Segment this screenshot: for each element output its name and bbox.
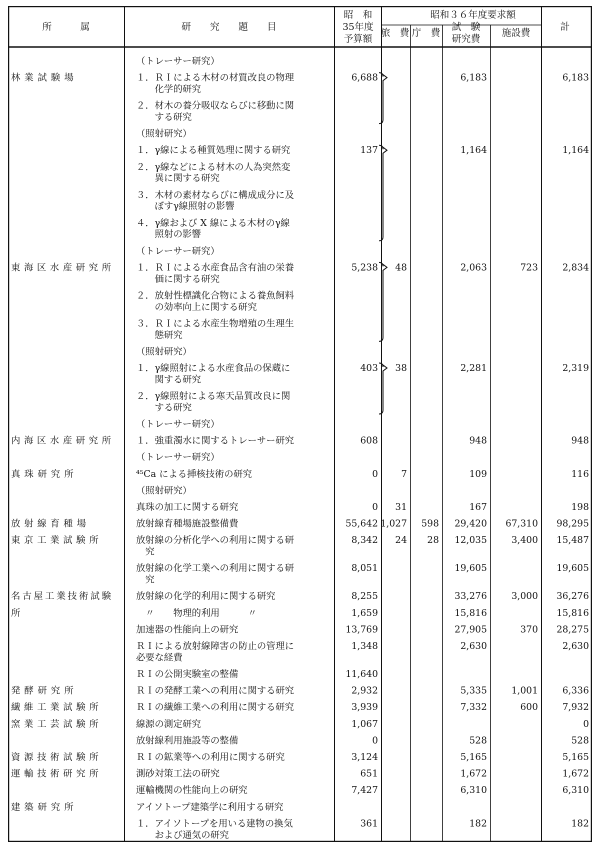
value-total: 0 (583, 718, 589, 730)
org-name: 内海区水産研究所 (11, 435, 111, 447)
table-row (136, 362, 589, 385)
value-research: 6,310 (460, 785, 487, 797)
value-facility: 67,310 (505, 518, 538, 530)
value-total: 6,310 (562, 785, 589, 797)
table-row (136, 55, 220, 67)
value-budget35: 0 (372, 735, 378, 747)
table-row (136, 317, 294, 340)
header-facility: 施設費 (501, 28, 531, 39)
subject-line: 照射の影響 (136, 229, 202, 241)
header-request-group: 昭和３６年度要求額 (430, 10, 516, 21)
table-row (136, 390, 290, 413)
header-total: 計 (560, 22, 570, 33)
value-research: 33,276 (454, 591, 487, 603)
value-facility: 3,000 (511, 591, 538, 603)
value-total: 528 (571, 735, 589, 747)
subject-line: 必要な経費 (136, 652, 183, 664)
subject-line: （トレーサー研究） (136, 56, 220, 67)
table-row (11, 534, 589, 557)
org-name: 真珠研究所 (11, 468, 74, 480)
value-facility: 370 (520, 624, 538, 636)
value-travel: 31 (395, 502, 407, 513)
org-name: 資源技術試験所 (11, 752, 99, 763)
header-subject: 研 究 題 目 (181, 22, 277, 33)
value-research: 182 (469, 818, 487, 830)
value-total: 2,630 (562, 641, 589, 652)
value-budget35: 608 (360, 435, 378, 447)
value-budget35: 55,642 (345, 518, 378, 530)
table-row (136, 245, 220, 257)
subject-line: ３．木材の素材ならびに構成成分に及 (136, 189, 295, 201)
value-total: 198 (571, 502, 589, 513)
subject-line: 〃 物理的利用 〃 (136, 607, 257, 619)
table-row (11, 435, 589, 447)
value-travel: 1,027 (380, 518, 407, 530)
table-row (11, 801, 283, 813)
subject-line: ３．ＲＩによる水産生物増殖の生理生 (136, 318, 295, 330)
subject-line: １．ＲＩによる木材の材質改良の物理 (136, 72, 295, 84)
subject-line: 究 (136, 574, 155, 586)
value-budget35: 1,348 (351, 641, 378, 652)
value-budget35: 5,238 (351, 262, 378, 274)
subject-line: アイソトープ建築学に利用する研究 (136, 801, 284, 813)
value-budget35: 403 (360, 363, 378, 374)
table-body (11, 55, 589, 841)
subject-line: 加速器の性能向上の研究 (136, 624, 239, 636)
group-braces (379, 73, 387, 414)
header-org: 所 属 (42, 22, 90, 33)
subject-line: ＲＩの公開実験室の整備 (136, 669, 239, 680)
subject-line: 価に関する研究 (136, 273, 220, 285)
value-total: 1,672 (562, 768, 589, 780)
table-row (11, 518, 589, 530)
subject-line: 化学的研究 (136, 84, 202, 95)
value-research: 948 (469, 435, 487, 447)
value-budget35: 3,939 (351, 702, 378, 714)
table-row (136, 668, 378, 680)
value-total: 2,319 (562, 363, 589, 374)
value-facility: 723 (520, 262, 538, 274)
value-budget35: 11,640 (345, 669, 378, 680)
table-row (11, 261, 589, 284)
table-row (136, 817, 589, 840)
org-name: 名古屋工業技術試験 (11, 591, 111, 603)
subject-line: する研究 (136, 112, 192, 123)
org-name: 所 (11, 607, 21, 619)
value-budget35: 2,932 (351, 685, 378, 697)
value-total: 182 (571, 818, 589, 830)
subject-line: ２．γ線などによる材木の人為突然変 (136, 161, 291, 173)
value-total: 7,932 (562, 702, 589, 714)
value-research: 19,605 (454, 563, 487, 575)
table-row (11, 751, 589, 763)
org-name: 運輸技術研究所 (11, 768, 99, 780)
subject-line: ＲＩによる放射線障害の防止の管理に (136, 641, 295, 652)
subject-line: 真珠の加工に関する研究 (136, 502, 239, 513)
value-total: 2,834 (562, 262, 589, 274)
table-row (11, 701, 589, 713)
value-total: 948 (571, 435, 589, 447)
value-total: 5,165 (562, 752, 589, 763)
subject-line: １．γ線照射による水産食品の保蔵に (136, 363, 291, 374)
subject-line: ＲＩの繊維工業への利用に関する研究 (136, 702, 295, 714)
value-research: 15,816 (454, 607, 487, 619)
value-research: 29,420 (454, 518, 487, 530)
budget-table-page (8, 6, 592, 842)
subject-line: 究 (136, 546, 155, 558)
value-budget35: 8,255 (351, 591, 378, 603)
table-row (136, 289, 295, 312)
value-travel: 48 (395, 262, 407, 274)
table-row (11, 468, 589, 480)
subject-line: 放射線利用施設等の整備 (136, 735, 239, 747)
value-total: 28,275 (556, 624, 589, 636)
table-row (136, 189, 295, 212)
table-row (11, 718, 589, 730)
value-office: 598 (421, 518, 439, 530)
subject-line: １．ＲＩによる水産食品含有油の栄養 (136, 262, 295, 274)
value-research: 2,630 (460, 641, 487, 652)
value-budget35: 8,051 (351, 563, 378, 575)
subject-line: ＲＩの発酵工業への利用に関する研究 (136, 685, 295, 697)
value-research: 7,332 (460, 702, 487, 714)
subject-line: １．強重濁水に関するトレーサー研究 (136, 435, 295, 447)
org-name: 東海区水産研究所 (11, 262, 111, 274)
table-row (136, 784, 589, 796)
org-name: 東京工業試験所 (11, 535, 99, 547)
value-research: 1,164 (460, 145, 487, 157)
value-travel: 24 (395, 535, 407, 547)
subject-line: ぼすγ線照射の影響 (136, 201, 235, 213)
table-border (9, 7, 592, 842)
subject-line: ２．材木の養分吸収ならびに移動に関 (136, 100, 295, 112)
table-row (136, 217, 291, 240)
subject-line: 線源の測定研究 (136, 718, 202, 730)
value-research: 12,035 (454, 535, 487, 547)
subject-line: 関する研究 (136, 374, 202, 386)
value-travel: 38 (395, 363, 407, 374)
table-row (136, 562, 589, 585)
subject-line: ⁴⁵Ca による挿核技術の研究 (136, 468, 253, 480)
value-budget35: 0 (372, 468, 378, 480)
table-header (42, 9, 570, 45)
subject-line: （照射研究） (136, 485, 192, 497)
value-office: 28 (427, 535, 439, 547)
value-total: 15,487 (556, 535, 589, 547)
header-research-line2: 研究費 (451, 34, 481, 45)
value-facility: 1,001 (511, 685, 538, 697)
table-row (11, 768, 589, 780)
subject-line: ２．γ線照射による寒天品質改良に関 (136, 391, 291, 402)
table-row (136, 451, 220, 463)
org-name: 繊維工業試験所 (11, 702, 99, 714)
org-name: 放射線育種場 (11, 518, 86, 530)
org-name: 窯業工芸試験所 (11, 718, 99, 730)
value-travel: 7 (401, 468, 407, 480)
table-row (136, 144, 589, 156)
value-budget35: 1,659 (351, 607, 378, 619)
subject-line: 態研究 (136, 329, 183, 341)
subject-line: １．γ線による種質処理に関する研究 (136, 145, 291, 157)
table-row (136, 484, 192, 496)
subject-line: （トレーサー研究） (136, 245, 220, 257)
value-budget35: 13,769 (345, 624, 378, 636)
value-budget35: 0 (372, 502, 378, 513)
value-budget35: 651 (360, 768, 378, 780)
header-research-line1: 試 験 (451, 22, 481, 33)
value-research: 1,672 (460, 768, 487, 780)
value-research: 6,183 (460, 72, 487, 84)
value-budget35: 361 (360, 818, 378, 830)
subject-line: （照射研究） (136, 128, 192, 140)
table-row (136, 161, 291, 184)
header-budget35-line2: 35年度 (342, 22, 374, 33)
value-total: 98,295 (556, 518, 589, 530)
value-total: 15,816 (556, 607, 589, 619)
subject-line: する研究 (136, 402, 192, 414)
value-research: 2,063 (460, 262, 487, 274)
subject-line: （トレーサー研究） (136, 419, 220, 430)
value-total: 116 (571, 468, 589, 480)
table-row (11, 685, 589, 697)
table-row (136, 418, 220, 430)
subject-line: （照射研究） (136, 346, 192, 358)
value-budget35: 8,342 (351, 535, 378, 547)
header-office: 庁 費 (411, 28, 441, 39)
header-travel: 旅 費 (380, 28, 410, 39)
table-row (136, 640, 589, 663)
value-research: 5,335 (460, 685, 487, 697)
table-row (136, 100, 294, 123)
value-total: 1,164 (562, 145, 589, 157)
value-budget35: 3,124 (351, 752, 378, 763)
value-total: 19,605 (556, 563, 589, 575)
table-rules (8, 6, 592, 842)
subject-line: 放射線の化学的利用に関する研究 (136, 591, 276, 603)
table-row (136, 345, 192, 357)
value-total: 6,183 (562, 72, 589, 84)
subject-line: 放射線の分析化学への利用に関する研 (136, 535, 295, 547)
org-name: 発酵研究所 (11, 685, 74, 697)
value-total: 6,336 (562, 685, 589, 697)
table-row (11, 590, 589, 602)
subject-line: の効率向上に関する研究 (136, 301, 257, 313)
value-budget35: 6,688 (351, 72, 378, 84)
value-budget35: 1,067 (351, 718, 378, 730)
org-name: 林業試験場 (11, 72, 74, 84)
group-brace (379, 262, 387, 341)
value-facility: 600 (520, 702, 538, 714)
subject-line: １．アイソトープを用いる建物の換気 (136, 818, 293, 830)
table-row (11, 607, 589, 619)
value-budget35: 137 (360, 145, 378, 157)
value-facility: 3,400 (511, 535, 538, 547)
table-row (136, 501, 589, 513)
subject-line: ２．放射性標識化合物による養魚飼料 (136, 290, 295, 302)
value-research: 5,165 (460, 752, 487, 763)
value-research: 167 (469, 502, 487, 513)
value-budget35: 7,427 (351, 785, 378, 797)
subject-line: および通気の研究 (136, 829, 229, 841)
group-brace (379, 73, 387, 124)
table-row (136, 734, 589, 746)
value-research: 2,281 (460, 363, 487, 374)
subject-line: ＲＩの鉱業等への利用に関する研究 (136, 752, 285, 763)
group-brace (379, 363, 387, 414)
table-row (136, 623, 589, 635)
subject-line: 異に関する研究 (136, 173, 220, 185)
value-research: 27,905 (454, 624, 487, 636)
org-name: 建築研究所 (11, 801, 74, 813)
value-research: 109 (469, 468, 487, 480)
group-brace (379, 145, 387, 241)
subject-line: ４．γ線および X 線による木材のγ線 (136, 217, 290, 229)
subject-line: 運輸機関の性能向上の研究 (136, 785, 248, 797)
subject-line: 放射線の化学工業への利用に関する研 (136, 563, 295, 575)
subject-line: 測砂対策工法の研究 (136, 768, 220, 780)
table-row (11, 72, 589, 95)
table-row (136, 128, 192, 140)
value-research: 528 (469, 735, 487, 747)
header-budget35-line1: 昭 和 (343, 10, 373, 21)
subject-line: （トレーサー研究） (136, 452, 220, 464)
value-total: 36,276 (556, 591, 589, 603)
budget-table (8, 6, 592, 842)
subject-line: 放射線育種場施設整備費 (136, 518, 239, 530)
header-budget35-line3: 予算額 (343, 34, 373, 45)
